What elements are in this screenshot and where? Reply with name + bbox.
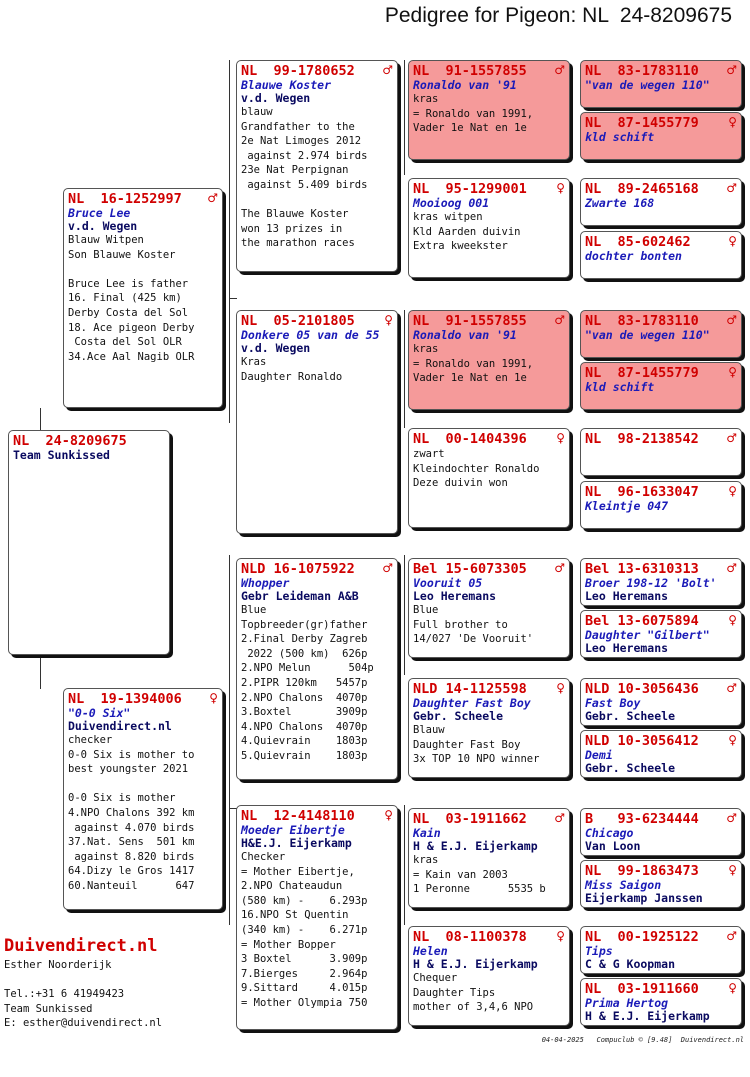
- pigeon-info: kras = Ronaldo van 1991, Vader 1e Nat en 1e: [413, 343, 534, 385]
- male-icon: ♂: [554, 63, 565, 77]
- pigeon-card-gen4[interactable]: [580, 428, 742, 476]
- pigeon-name: Helen: [413, 944, 448, 958]
- pigeon-name: Tips: [585, 944, 613, 958]
- ring-number: NL 83-1783110: [585, 313, 699, 329]
- male-icon: ♂: [726, 431, 737, 445]
- ring-number: NL 98-2138542: [585, 431, 699, 447]
- pigeon-card-gen2[interactable]: [236, 558, 398, 780]
- pigeon-owner: Leo Heremans: [585, 641, 669, 655]
- male-icon: ♂: [726, 561, 737, 575]
- male-icon: ♂: [382, 63, 393, 77]
- pigeon-name: kld schift: [585, 380, 655, 394]
- connector-line: [404, 310, 405, 428]
- pigeon-card-gen4[interactable]: [580, 362, 742, 410]
- pigeon-card-gen4[interactable]: [580, 178, 742, 226]
- ring-number: NL 03-1911660: [585, 981, 699, 997]
- ring-number: NL 08-1100378: [413, 929, 527, 945]
- pigeon-info: Checker = Mother Eibertje, 2.NPO Chateaudun (580 km) - 6.293p 16.NPO St Quentin (340 km) - 6.271p = Mother Bopper 3 Boxtel 3.909p 7.Bierges 2.964p 9.Sittard 4.015p = Mother Olympia 750: [241, 851, 368, 1009]
- pigeon-name: Ronaldo van '91: [413, 78, 517, 92]
- female-icon: ♀: [728, 613, 737, 627]
- pigeon-name: Donkere 05 van de 55: [241, 328, 380, 342]
- pigeon-name: Chicago: [585, 826, 634, 840]
- female-icon: ♀: [728, 484, 737, 498]
- pigeon-info: zwart Kleindochter Ronaldo Deze duivin won: [413, 448, 540, 490]
- ring-number: NL 91-1557855: [413, 313, 527, 329]
- ring-number: NL 12-4148110: [241, 808, 355, 824]
- connector-line: [229, 298, 237, 299]
- pigeon-owner: H & E.J. Eijerkamp: [413, 957, 538, 971]
- pigeon-info: Chequer Daughter Tips mother of 3,4,6 NPO: [413, 972, 534, 1014]
- pigeon-card-gen4[interactable]: [580, 481, 742, 529]
- female-icon: ♀: [556, 681, 565, 695]
- ring-number: Bel 13-6310313: [585, 561, 699, 577]
- pigeon-info: Blue Topbreeder(gr)father 2.Final Derby Zagreb 2022 (500 km) 626p 2.NPO Melun 504p 2.PIPR 120km 5457p 2.NPO Chalons 4070p 3.Boxtel 3909p 4.NPO Chalons 4070p 4.Quievrain 1803p 5.Quievrain 1803p: [241, 604, 374, 762]
- pigeon-info: Blue Full brother to 14/027 'De Vooruit': [413, 604, 534, 646]
- male-icon: ♂: [726, 313, 737, 327]
- ring-number: B 93-6234444: [585, 811, 699, 827]
- female-icon: ♀: [728, 981, 737, 995]
- pigeon-owner: v.d. Wegen: [241, 341, 311, 355]
- pigeon-owner: C & G Koopman: [585, 957, 676, 971]
- pigeon-name: Miss Saigon: [585, 878, 662, 892]
- pigeon-owner: Gebr. Scheele: [413, 709, 504, 723]
- pigeon-card-gen3[interactable]: [408, 310, 570, 410]
- pigeon-info: kras witpen Kld Aarden duivin Extra kweekster: [413, 211, 521, 253]
- pigeon-name: "van de wegen 110": [585, 78, 710, 92]
- pigeon-name: Moeder Eibertje: [241, 823, 345, 837]
- female-icon: ♀: [556, 431, 565, 445]
- pigeon-owner: Gebr. Scheele: [585, 709, 676, 723]
- pigeon-info: Blauw Witpen Son Blauwe Koster Bruce Lee is father 16. Final (425 km) Derby Costa del Sol 18. Ace pigeon Derby Costa del Sol OLR 34.Ace Aal Nagib OLR: [68, 234, 195, 363]
- female-icon: ♀: [728, 365, 737, 379]
- ring-number: NL 05-2101805: [241, 313, 355, 329]
- pigeon-name: Fast Boy: [585, 696, 641, 710]
- ring-number: NL 89-2465168: [585, 181, 699, 197]
- pigeon-owner: Team Sunkissed: [13, 448, 110, 462]
- ring-number: NL 99-1863473: [585, 863, 699, 879]
- pigeon-card-gen4[interactable]: [580, 730, 742, 778]
- pigeon-name: Mooioog 001: [413, 196, 490, 210]
- female-icon: ♀: [209, 691, 218, 705]
- pigeon-card-gen3[interactable]: [408, 178, 570, 278]
- pigeon-name: Bruce Lee: [68, 206, 131, 220]
- pigeon-card-gen3[interactable]: [408, 558, 570, 658]
- male-icon: ♂: [207, 191, 218, 205]
- pigeon-card-gen4[interactable]: [580, 926, 742, 974]
- male-icon: ♂: [726, 63, 737, 77]
- pigeon-name: "van de wegen 110": [585, 328, 710, 342]
- ring-number: NL 19-1394006: [68, 691, 182, 707]
- pigeon-card-gen4[interactable]: [580, 978, 742, 1026]
- male-icon: ♂: [726, 929, 737, 943]
- connector-line: [40, 408, 41, 432]
- pigeon-name: Blauwe Koster: [241, 78, 332, 92]
- pigeon-name: Prima Hertog: [585, 996, 669, 1010]
- pigeon-card-gen4[interactable]: [580, 60, 742, 108]
- pigeon-name: Ronaldo van '91: [413, 328, 517, 342]
- connector-line: [404, 805, 405, 925]
- pigeon-card-gen4[interactable]: [580, 860, 742, 908]
- pigeon-name: kld schift: [585, 130, 655, 144]
- pigeon-owner: H & E.J. Eijerkamp: [585, 1009, 710, 1023]
- pigeon-info: checker 0-0 Six is mother to best youngster 2021 0-0 Six is mother 4.NPO Chalons 392 km against 4.070 birds 37.Nat. Sens 501 km against 8.820 birds 64.Dizy le Gros 1417 60.Nanteuil 647: [68, 734, 195, 892]
- pigeon-info: Kras Daughter Ronaldo: [241, 356, 343, 383]
- female-icon: ♀: [728, 115, 737, 129]
- male-icon: ♂: [554, 313, 565, 327]
- female-icon: ♀: [384, 808, 393, 822]
- pigeon-owner: Gebr Leideman A&B: [241, 589, 359, 603]
- ring-number: NL 00-1925122: [585, 929, 699, 945]
- connector-line: [229, 555, 230, 925]
- ring-number: NL 03-1911662: [413, 811, 527, 827]
- pigeon-owner: Leo Heremans: [413, 589, 497, 603]
- pigeon-owner: H & E.J. Eijerkamp: [413, 839, 538, 853]
- female-icon: ♀: [728, 234, 737, 248]
- pigeon-card-gen4[interactable]: [580, 610, 742, 658]
- female-icon: ♀: [728, 733, 737, 747]
- ring-number: NL 96-1633047: [585, 484, 699, 500]
- pigeon-card-gen3[interactable]: [408, 678, 570, 778]
- pigeon-card-gen3[interactable]: [408, 60, 570, 160]
- pigeon-card-sire[interactable]: [63, 188, 223, 408]
- male-icon: ♂: [554, 811, 565, 825]
- pigeon-name: Broer 198-12 'Bolt': [585, 576, 717, 590]
- male-icon: ♂: [726, 681, 737, 695]
- pigeon-info: kras = Kain van 2003 1 Peronne 5535 b: [413, 854, 546, 896]
- pigeon-owner: Gebr. Scheele: [585, 761, 676, 775]
- pigeon-name: Daughter Fast Boy: [413, 696, 531, 710]
- pigeon-info: blauw Grandfather to the 2e Nat Limoges 2012 against 2.974 birds 23e Nat Perpignan against 5.409 birds The Blauwe Koster won 13 prizes in the marathon races: [241, 106, 368, 250]
- pigeon-card-gen4[interactable]: [580, 678, 742, 726]
- connector-line: [229, 60, 230, 423]
- pigeon-card-subject[interactable]: [8, 430, 170, 655]
- pigeon-name: dochter bonten: [585, 249, 682, 263]
- ring-number: NL 00-1404396: [413, 431, 527, 447]
- ring-number: NLD 10-3056412: [585, 733, 699, 749]
- pigeon-name: Kleintje 047: [585, 499, 669, 513]
- pigeon-owner: v.d. Wegen: [68, 219, 138, 233]
- pigeon-card-gen4[interactable]: [580, 558, 742, 606]
- male-icon: ♂: [726, 181, 737, 195]
- ring-number: NL 85-602462: [585, 234, 691, 250]
- ring-number: NL 87-1455779: [585, 115, 699, 131]
- male-icon: ♂: [726, 811, 737, 825]
- female-icon: ♀: [728, 863, 737, 877]
- ring-number: NLD 16-1075922: [241, 561, 355, 577]
- pigeon-name: Kain: [413, 826, 441, 840]
- pigeon-card-gen4[interactable]: [580, 310, 742, 358]
- pigeon-name: Vooruit 05: [413, 576, 483, 590]
- connector-line: [404, 60, 405, 175]
- male-icon: ♂: [382, 561, 393, 575]
- ring-number: NL 24-8209675: [13, 433, 127, 449]
- connector-line: [404, 555, 405, 675]
- pigeon-card-gen2[interactable]: [236, 310, 398, 534]
- ring-number: NLD 10-3056436: [585, 681, 699, 697]
- male-icon: ♂: [554, 561, 565, 575]
- ring-number: NL 83-1783110: [585, 63, 699, 79]
- pigeon-name: Whopper: [241, 576, 290, 590]
- pigeon-name: "0-0 Six": [68, 706, 131, 720]
- pigeon-info: Blauw Daughter Fast Boy 3x TOP 10 NPO winner: [413, 724, 540, 766]
- footer-brand: Duivendirect.nl: [4, 936, 158, 956]
- pigeon-owner: Eijerkamp Janssen: [585, 891, 703, 905]
- connector-line: [40, 655, 41, 689]
- ring-number: Bel 13-6075894: [585, 613, 699, 629]
- female-icon: ♀: [556, 929, 565, 943]
- ring-number: NL 91-1557855: [413, 63, 527, 79]
- pigeon-name: Daughter "Gilbert": [585, 628, 710, 642]
- pigeon-card-gen4[interactable]: [580, 231, 742, 279]
- pigeon-card-dam[interactable]: [63, 688, 223, 910]
- ring-number: NL 16-1252997: [68, 191, 182, 207]
- page-title: Pedigree for Pigeon: NL 24-8209675: [384, 4, 732, 27]
- pigeon-owner: Duivendirect.nl: [68, 719, 172, 733]
- pigeon-card-gen2[interactable]: [236, 60, 398, 272]
- pigeon-card-gen4[interactable]: [580, 808, 742, 856]
- ring-number: NLD 14-1125598: [413, 681, 527, 697]
- pigeon-owner: Leo Heremans: [585, 589, 669, 603]
- female-icon: ♀: [384, 313, 393, 327]
- ring-number: Bel 15-6073305: [413, 561, 527, 577]
- pigeon-card-gen2[interactable]: [236, 805, 398, 1030]
- pigeon-owner: Van Loon: [585, 839, 641, 853]
- pigeon-owner: v.d. Wegen: [241, 91, 311, 105]
- pigeon-card-gen4[interactable]: [580, 112, 742, 160]
- pigeon-info: kras = Ronaldo van 1991, Vader 1e Nat en 1e: [413, 93, 534, 135]
- pigeon-owner: H&E.J. Eijerkamp: [241, 836, 352, 850]
- ring-number: NL 95-1299001: [413, 181, 527, 197]
- ring-number: NL 99-1780652: [241, 63, 355, 79]
- pigeon-name: Zwarte 168: [585, 196, 655, 210]
- pigeon-card-gen3[interactable]: [408, 926, 570, 1026]
- footer-contact: Esther Noorderijk Tel.:+31 6 41949423 Team Sunkissed E: esther@duivendirect.nl: [4, 959, 163, 1029]
- ring-number: NL 87-1455779: [585, 365, 699, 381]
- pigeon-card-gen3[interactable]: [408, 808, 570, 908]
- female-icon: ♀: [556, 181, 565, 195]
- pigeon-name: Demi: [585, 748, 613, 762]
- pigeon-card-gen3[interactable]: [408, 428, 570, 528]
- footnote: 04-04-2025 Compuclub © [9.48] Duivendirect.nl: [541, 1036, 744, 1044]
